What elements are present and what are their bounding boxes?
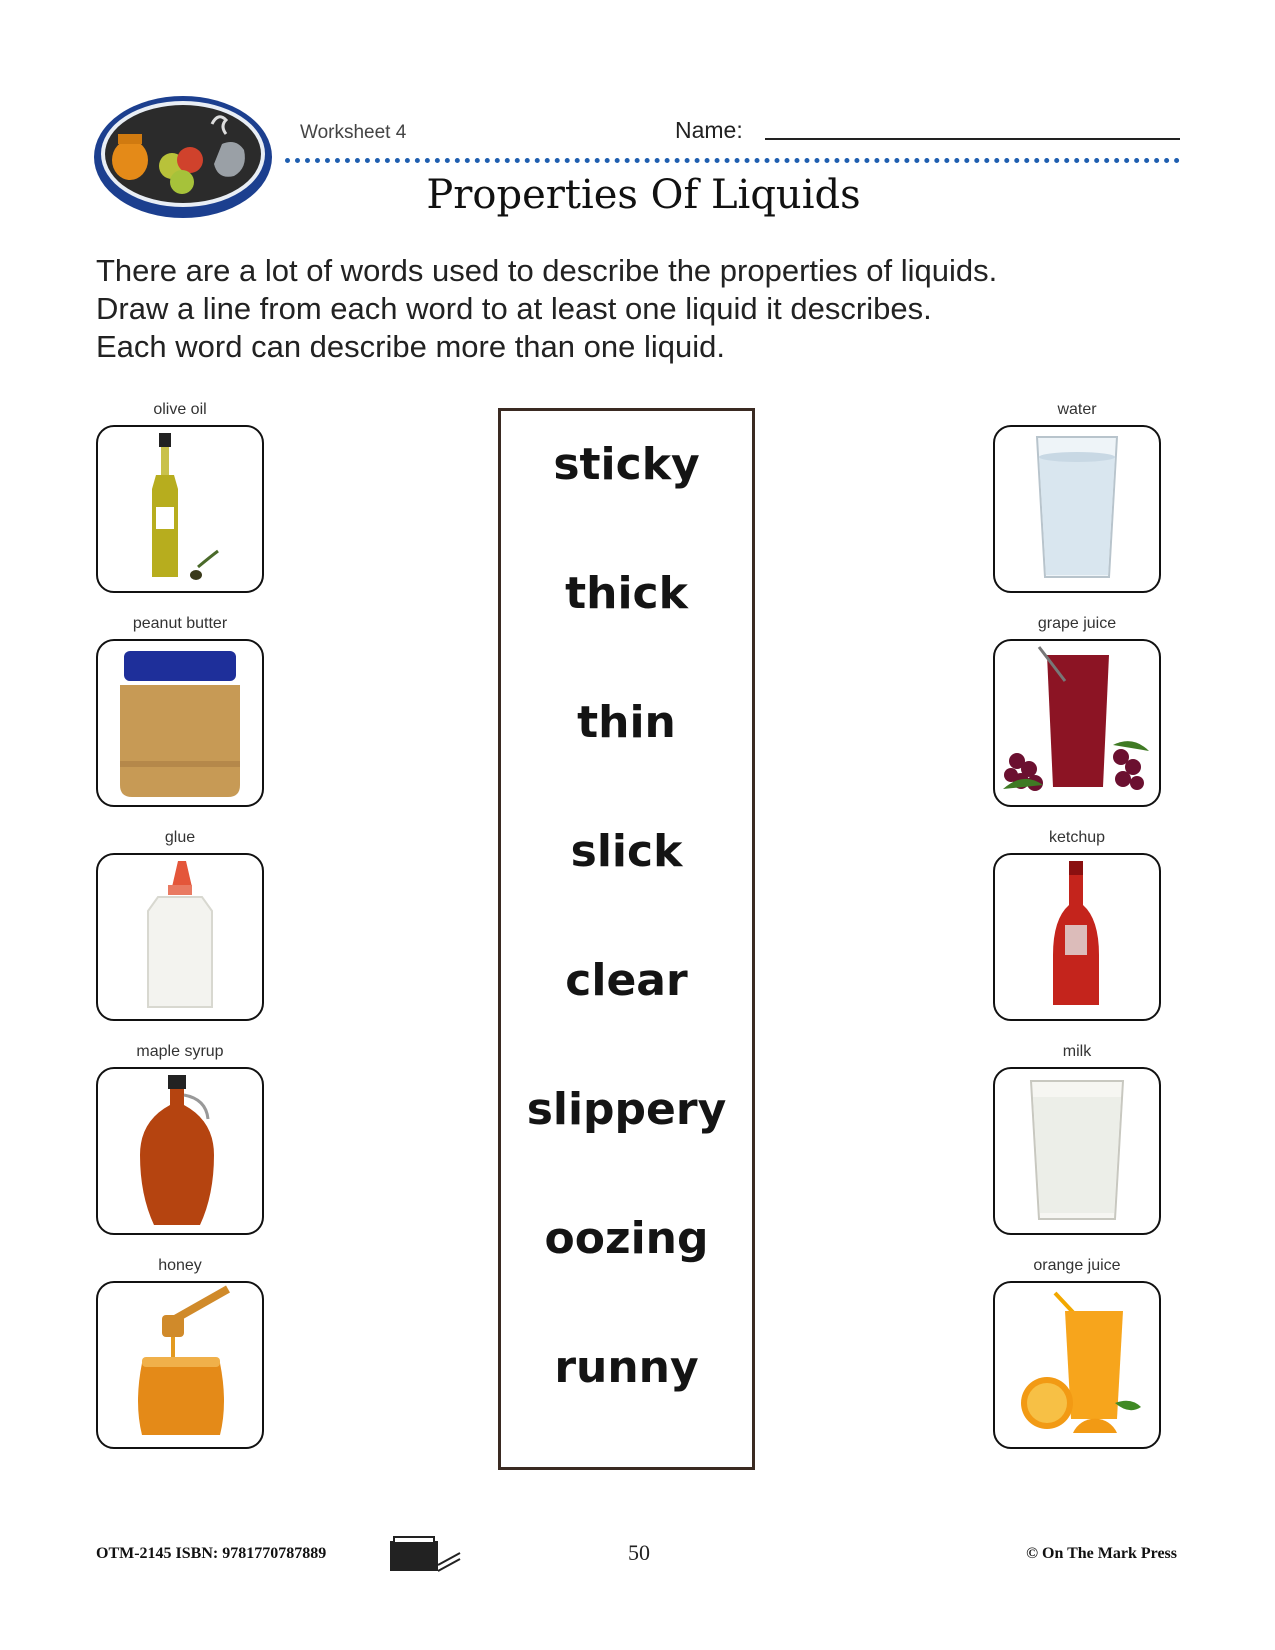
name-label: Name: — [675, 117, 743, 143]
page-title: Properties Of Liquids — [426, 172, 861, 218]
item-label: water — [1057, 401, 1097, 418]
item-label: olive oil — [153, 401, 207, 418]
liquid-item-peanut-butter[interactable] — [96, 614, 264, 807]
instruction-line: Each word can describe more than one liquid. — [96, 329, 725, 364]
item-label: milk — [1062, 1043, 1092, 1060]
word-thin[interactable]: thin — [577, 697, 676, 748]
instructions — [96, 252, 1196, 366]
word-thick[interactable]: thick — [565, 568, 688, 619]
word-runny[interactable]: runny — [554, 1342, 699, 1393]
orange-juice-glass-icon — [995, 1283, 1159, 1447]
liquid-item-grape-juice[interactable] — [993, 614, 1161, 807]
item-label: peanut butter — [132, 615, 228, 632]
item-picture-frame — [96, 853, 264, 1021]
liquid-item-milk[interactable] — [993, 1042, 1161, 1235]
liquid-item-honey[interactable] — [96, 1256, 264, 1449]
item-picture-frame — [96, 1281, 264, 1449]
maple-syrup-bottle-icon — [98, 1069, 262, 1233]
word-oozing[interactable]: oozing — [544, 1213, 709, 1264]
book-icon — [388, 1535, 462, 1573]
liquid-item-orange-juice[interactable] — [993, 1256, 1161, 1449]
item-picture-frame — [993, 853, 1161, 1021]
item-picture-frame — [96, 425, 264, 593]
water-glass-icon — [995, 427, 1159, 591]
item-label: orange juice — [1033, 1257, 1121, 1274]
grape-juice-glass-icon — [995, 641, 1159, 805]
instruction-line: Draw a line from each word to at least one liquid it describes. — [96, 291, 932, 326]
item-label: honey — [158, 1257, 202, 1274]
footer-isbn: OTM-2145 ISBN: 9781770787889 — [96, 1545, 327, 1562]
item-picture-frame — [96, 639, 264, 807]
word-slippery[interactable]: slippery — [526, 1084, 727, 1135]
olive-oil-bottle-icon — [98, 427, 262, 591]
word-clear[interactable]: clear — [565, 955, 688, 1006]
liquid-item-glue[interactable] — [96, 828, 264, 1021]
item-label: maple syrup — [136, 1043, 224, 1060]
instruction-line: There are a lot of words used to describe the properties of liquids. — [96, 253, 998, 288]
header-dotted-divider — [285, 158, 1180, 163]
milk-glass-icon — [995, 1069, 1159, 1233]
item-picture-frame — [993, 639, 1161, 807]
peanut-butter-jar-icon — [98, 641, 262, 805]
word-sticky[interactable]: sticky — [553, 439, 700, 490]
ketchup-bottle-icon — [995, 855, 1159, 1019]
property-word-box — [498, 408, 755, 1470]
liquid-item-maple-syrup[interactable] — [96, 1042, 264, 1235]
item-label: grape juice — [1037, 615, 1117, 632]
liquid-item-olive-oil[interactable] — [96, 400, 264, 593]
word-slick[interactable]: slick — [570, 826, 683, 877]
item-picture-frame — [96, 1067, 264, 1235]
glue-bottle-icon — [98, 855, 262, 1019]
liquid-item-ketchup[interactable] — [993, 828, 1161, 1021]
item-label: glue — [164, 829, 196, 846]
page-number: 50 — [628, 1540, 650, 1565]
name-write-line[interactable] — [765, 138, 1180, 140]
liquid-item-water[interactable] — [993, 400, 1161, 593]
item-label: ketchup — [1048, 829, 1106, 846]
footer-publisher: © On The Mark Press — [1026, 1545, 1177, 1562]
item-picture-frame — [993, 425, 1161, 593]
item-picture-frame — [993, 1067, 1161, 1235]
worksheet-number: Worksheet 4 — [300, 122, 407, 143]
honey-jar-icon — [98, 1283, 262, 1447]
item-picture-frame — [993, 1281, 1161, 1449]
